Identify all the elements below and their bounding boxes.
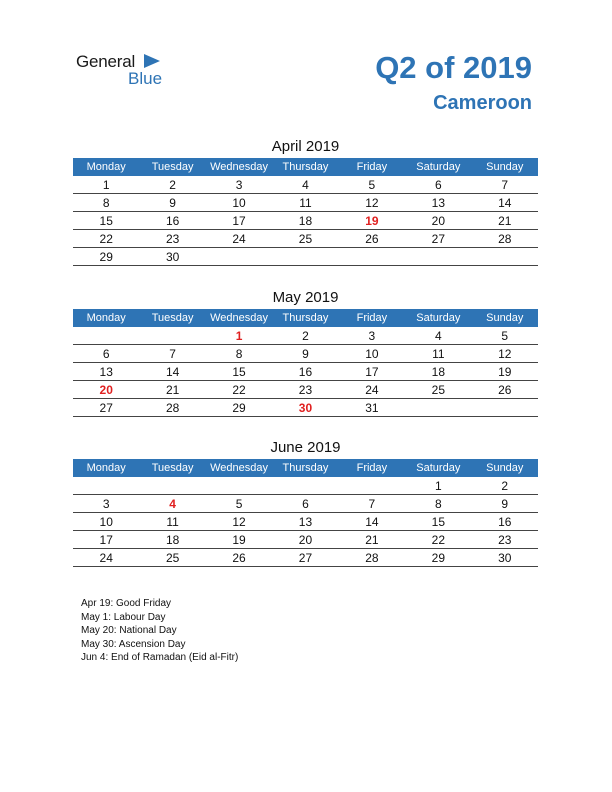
day-cell: 2 <box>139 176 205 194</box>
day-cell: 8 <box>405 495 471 513</box>
week-row <box>73 381 538 399</box>
day-cell: 8 <box>206 345 272 363</box>
day-cell: 13 <box>73 363 139 381</box>
weekday-header: Saturday <box>405 158 471 176</box>
day-cell: 28 <box>139 399 205 417</box>
day-cell: 21 <box>339 531 405 549</box>
weekday-header: Sunday <box>472 459 538 477</box>
holiday-note: May 1: Labour Day <box>81 611 166 623</box>
week-row <box>73 176 538 194</box>
logo <box>76 52 176 88</box>
empty-day-cell <box>272 477 338 495</box>
calendar-table <box>73 459 538 567</box>
weekday-header: Saturday <box>405 309 471 327</box>
empty-day-cell <box>73 477 139 495</box>
day-cell: 27 <box>272 549 338 567</box>
day-cell: 11 <box>405 345 471 363</box>
weekday-header: Tuesday <box>139 309 205 327</box>
day-cell: 3 <box>73 495 139 513</box>
day-cell: 20 <box>272 531 338 549</box>
week-row <box>73 399 538 417</box>
day-cell: 29 <box>405 549 471 567</box>
day-cell: 25 <box>405 381 471 399</box>
holiday-note: May 20: National Day <box>81 625 177 636</box>
month-title: June 2019 <box>270 439 341 456</box>
weekday-header-row <box>73 158 538 176</box>
day-cell: 6 <box>272 495 338 513</box>
empty-day-cell <box>472 248 538 266</box>
empty-day-cell <box>272 248 338 266</box>
day-cell: 23 <box>472 531 538 549</box>
weekday-header: Saturday <box>405 459 471 477</box>
day-cell: 24 <box>73 549 139 567</box>
holiday-note: Jun 4: End of Ramadan (Eid al-Fitr) <box>81 652 239 663</box>
day-cell: 17 <box>206 212 272 230</box>
month-title: May 2019 <box>272 289 339 306</box>
week-row <box>73 513 538 531</box>
weekday-header: Thursday <box>272 309 338 327</box>
day-cell: 5 <box>472 327 538 345</box>
weekday-header: Thursday <box>272 158 338 176</box>
weekday-header: Friday <box>339 309 405 327</box>
weekday-header-row <box>73 309 538 327</box>
day-cell: 17 <box>73 531 139 549</box>
logo-text-general: General <box>76 52 136 71</box>
day-cell: 10 <box>73 513 139 531</box>
week-row <box>73 477 538 495</box>
day-cell: 18 <box>139 531 205 549</box>
day-cell: 19 <box>472 363 538 381</box>
day-cell: 5 <box>206 495 272 513</box>
holiday-notes <box>81 597 238 665</box>
day-cell: 22 <box>73 230 139 248</box>
day-cell: 20 <box>405 212 471 230</box>
day-cell: 30 <box>272 399 338 417</box>
day-cell: 9 <box>472 495 538 513</box>
day-cell: 4 <box>272 176 338 194</box>
holiday-note: May 30: Ascension Day <box>81 638 186 650</box>
day-cell: 27 <box>405 230 471 248</box>
day-cell: 13 <box>272 513 338 531</box>
day-cell: 18 <box>272 212 338 230</box>
logo-flag-icon <box>144 54 160 68</box>
day-cell: 10 <box>206 194 272 212</box>
day-cell: 27 <box>73 399 139 417</box>
day-cell: 16 <box>472 513 538 531</box>
empty-day-cell <box>405 248 471 266</box>
empty-day-cell <box>73 327 139 345</box>
day-cell: 11 <box>272 194 338 212</box>
month-may <box>73 287 538 417</box>
day-cell: 2 <box>272 327 338 345</box>
week-row <box>73 345 538 363</box>
day-cell: 4 <box>405 327 471 345</box>
day-cell: 1 <box>73 176 139 194</box>
empty-day-cell <box>139 327 205 345</box>
day-cell: 16 <box>272 363 338 381</box>
day-cell: 8 <box>73 194 139 212</box>
weekday-header-row <box>73 459 538 477</box>
day-cell: 31 <box>339 399 405 417</box>
weekday-header: Thursday <box>272 459 338 477</box>
page-title: Q2 of 2019 <box>375 50 532 85</box>
day-cell: 16 <box>139 212 205 230</box>
day-cell: 6 <box>405 176 471 194</box>
day-cell: 24 <box>339 381 405 399</box>
week-row <box>73 212 538 230</box>
day-cell: 15 <box>73 212 139 230</box>
day-cell: 26 <box>339 230 405 248</box>
day-cell: 1 <box>206 327 272 345</box>
day-cell: 26 <box>206 549 272 567</box>
day-cell: 26 <box>472 381 538 399</box>
day-cell: 18 <box>405 363 471 381</box>
day-cell: 3 <box>206 176 272 194</box>
empty-day-cell <box>206 248 272 266</box>
empty-day-cell <box>339 477 405 495</box>
weekday-header: Tuesday <box>139 158 205 176</box>
day-cell: 23 <box>139 230 205 248</box>
day-cell: 21 <box>139 381 205 399</box>
day-cell: 11 <box>139 513 205 531</box>
holiday-note: Apr 19: Good Friday <box>81 598 172 609</box>
week-row <box>73 327 538 345</box>
calendar-table <box>73 158 538 266</box>
day-cell: 10 <box>339 345 405 363</box>
day-cell: 14 <box>139 363 205 381</box>
weekday-header: Tuesday <box>139 459 205 477</box>
weekday-header: Wednesday <box>206 459 272 477</box>
week-row <box>73 194 538 212</box>
week-row <box>73 531 538 549</box>
day-cell: 30 <box>139 248 205 266</box>
week-row <box>73 230 538 248</box>
weekday-header: Monday <box>73 158 139 176</box>
empty-day-cell <box>206 477 272 495</box>
weekday-header: Sunday <box>472 158 538 176</box>
empty-day-cell <box>339 248 405 266</box>
weekday-header: Friday <box>339 459 405 477</box>
day-cell: 9 <box>272 345 338 363</box>
day-cell: 25 <box>139 549 205 567</box>
month-april <box>73 136 538 266</box>
day-cell: 30 <box>472 549 538 567</box>
day-cell: 5 <box>339 176 405 194</box>
empty-day-cell <box>472 399 538 417</box>
day-cell: 1 <box>405 477 471 495</box>
logo-text-blue: Blue <box>128 69 163 88</box>
weekday-header: Friday <box>339 158 405 176</box>
day-cell: 22 <box>206 381 272 399</box>
day-cell: 12 <box>206 513 272 531</box>
day-cell: 28 <box>472 230 538 248</box>
weekday-header: Wednesday <box>206 309 272 327</box>
day-cell: 12 <box>339 194 405 212</box>
week-row <box>73 549 538 567</box>
day-cell: 23 <box>272 381 338 399</box>
weekday-header: Monday <box>73 459 139 477</box>
empty-day-cell <box>139 477 205 495</box>
week-row <box>73 495 538 513</box>
month-june <box>73 437 538 567</box>
calendar-table <box>73 309 538 417</box>
day-cell: 9 <box>139 194 205 212</box>
day-cell: 12 <box>472 345 538 363</box>
day-cell: 15 <box>405 513 471 531</box>
day-cell: 15 <box>206 363 272 381</box>
day-cell: 14 <box>472 194 538 212</box>
day-cell: 19 <box>339 212 405 230</box>
day-cell: 14 <box>339 513 405 531</box>
day-cell: 22 <box>405 531 471 549</box>
day-cell: 6 <box>73 345 139 363</box>
empty-day-cell <box>405 399 471 417</box>
country-name: Cameroon <box>433 92 532 114</box>
month-title: April 2019 <box>271 138 340 155</box>
weekday-header: Wednesday <box>206 158 272 176</box>
day-cell: 17 <box>339 363 405 381</box>
day-cell: 7 <box>472 176 538 194</box>
day-cell: 29 <box>73 248 139 266</box>
day-cell: 24 <box>206 230 272 248</box>
day-cell: 3 <box>339 327 405 345</box>
day-cell: 29 <box>206 399 272 417</box>
day-cell: 25 <box>272 230 338 248</box>
week-row <box>73 363 538 381</box>
day-cell: 2 <box>472 477 538 495</box>
day-cell: 21 <box>472 212 538 230</box>
day-cell: 4 <box>139 495 205 513</box>
week-row <box>73 248 538 266</box>
day-cell: 20 <box>73 381 139 399</box>
weekday-header: Sunday <box>472 309 538 327</box>
day-cell: 13 <box>405 194 471 212</box>
day-cell: 7 <box>139 345 205 363</box>
weekday-header: Monday <box>73 309 139 327</box>
day-cell: 28 <box>339 549 405 567</box>
day-cell: 19 <box>206 531 272 549</box>
day-cell: 7 <box>339 495 405 513</box>
